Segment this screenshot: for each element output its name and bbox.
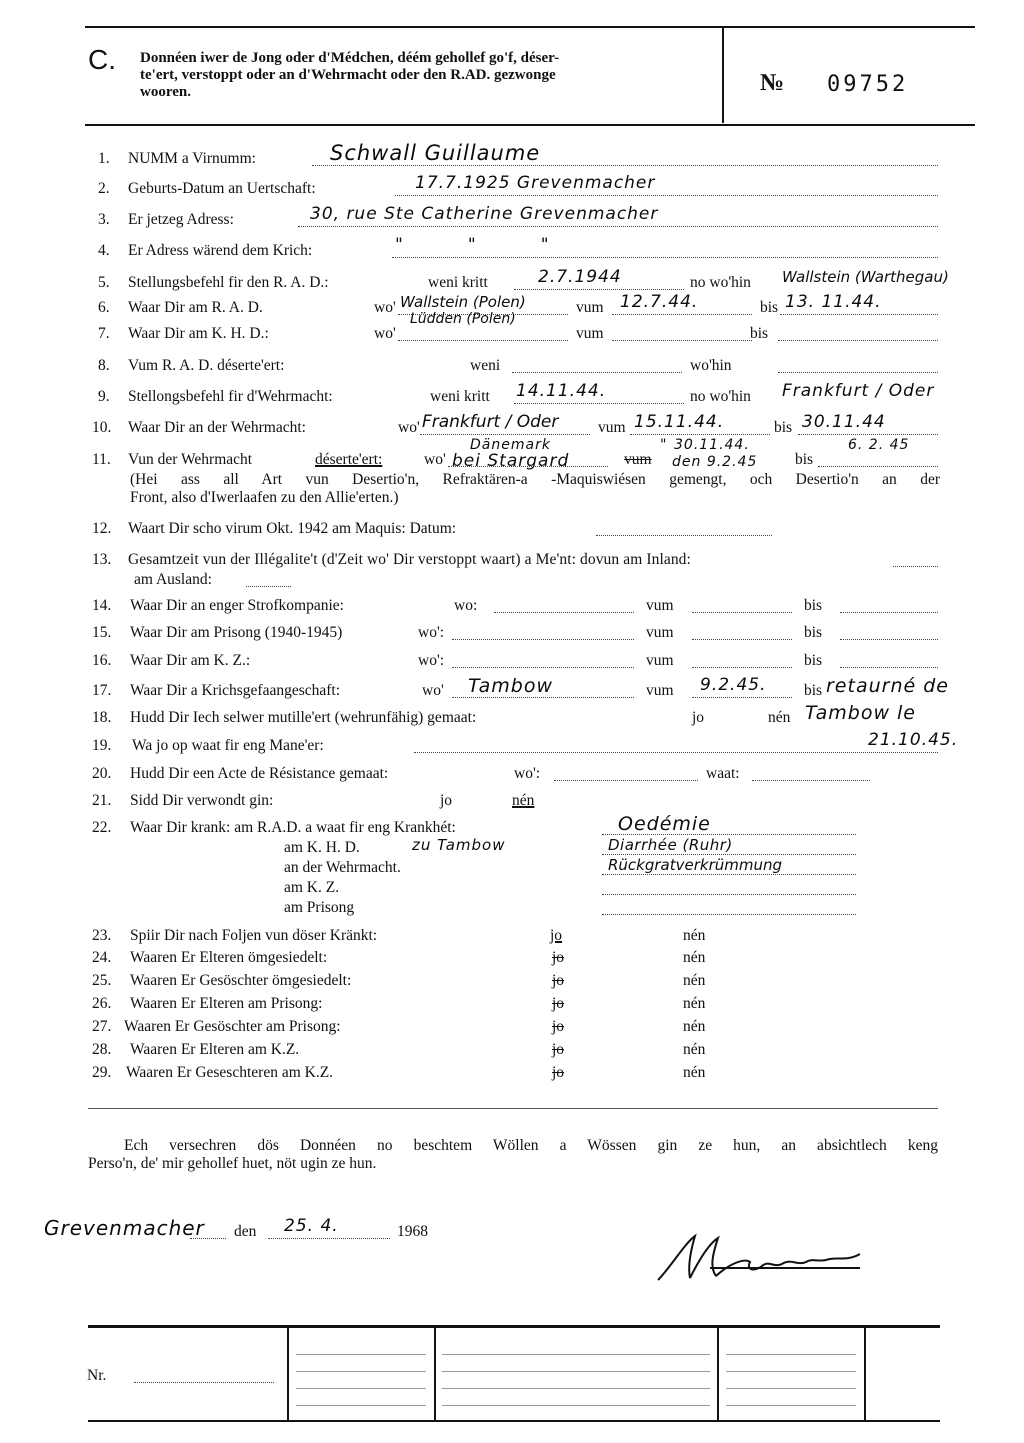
- row-12: [0, 519, 1024, 541]
- field-label-underlined: déserte'ert:: [315, 451, 383, 468]
- dotted-line: [778, 360, 938, 373]
- row-number: 15.: [92, 624, 112, 641]
- birth-value[interactable]: 17.7.1925 Grevenmacher: [415, 173, 656, 193]
- row-4: [0, 235, 1024, 263]
- row-number: 5.: [98, 274, 110, 291]
- row-22-wehrmacht: [0, 858, 1024, 880]
- field-label: Waaren Er Gesöschter am Prisong:: [124, 1018, 341, 1035]
- field-label: Er jetzeg Adress:: [128, 211, 234, 228]
- row-9: [0, 381, 1024, 409]
- field-label: vum: [646, 652, 674, 669]
- option-jo-struck[interactable]: jo: [552, 1018, 565, 1035]
- field-label: wo': [424, 451, 446, 468]
- illness-value[interactable]: Rückgratverkrümmung: [608, 856, 783, 874]
- field-label: den: [234, 1223, 257, 1240]
- field-label: vum: [646, 597, 674, 614]
- row-number: 19.: [92, 737, 112, 754]
- field-label: Geburts-Datum an Uertschaft:: [128, 180, 316, 197]
- dotted-line: [494, 600, 634, 613]
- field-label: bis: [804, 652, 823, 669]
- row-number: 24.: [92, 949, 112, 966]
- option-nen[interactable]: nén: [683, 949, 706, 966]
- row-number: 10.: [92, 419, 112, 436]
- row-20: [0, 764, 1024, 786]
- note-line: Front, also d'Iwerlaafen zu den Allie'erten.): [130, 489, 399, 506]
- field-label: vum: [576, 299, 604, 316]
- row-number: 1.: [98, 150, 110, 167]
- row-11: [0, 437, 1024, 472]
- field-label: Waar Dir am K. H. D.:: [128, 325, 269, 342]
- option-jo[interactable]: jo: [440, 792, 453, 809]
- row-8: [0, 356, 1024, 378]
- row-number: 8.: [98, 357, 110, 374]
- row-number: 12.: [92, 520, 112, 537]
- dotted-line: [840, 627, 938, 640]
- row-27: [0, 1017, 1024, 1039]
- field-label: Waaren Er Geseschteren am K.Z.: [126, 1064, 334, 1081]
- row-29: [0, 1063, 1024, 1085]
- field-label: am K. Z.: [284, 879, 340, 896]
- field-label: Hudd Dir een Acte de Résistance gemaat:: [130, 765, 389, 782]
- row-number: 26.: [92, 995, 112, 1012]
- row-13: [0, 550, 1024, 572]
- row-17: [0, 675, 1024, 703]
- row-number: 20.: [92, 765, 112, 782]
- wehrmacht-from[interactable]: 15.11.44.: [634, 412, 725, 432]
- divider: [88, 1108, 938, 1109]
- khd-note[interactable]: zu Tambow: [412, 836, 506, 854]
- captivity-to[interactable]: retaurné de: [826, 675, 949, 697]
- option-nen[interactable]: nén: [683, 1064, 706, 1081]
- dotted-line: [596, 523, 772, 536]
- row-1: [0, 141, 1024, 171]
- field-label: bis: [750, 325, 769, 342]
- nr-label: Nr.: [87, 1367, 107, 1384]
- field-label: Waaren Er Elteren am Prisong:: [130, 995, 323, 1012]
- option-jo-struck[interactable]: jo: [552, 1064, 565, 1081]
- dotted-line: [190, 1226, 226, 1239]
- row-number: 6.: [98, 299, 110, 316]
- title-line: te'ert, verstoppt oder an d'Wehrmacht oder den R.AD. gezwonge: [140, 67, 556, 83]
- dotted-line: [602, 902, 856, 915]
- row-number: 2.: [98, 180, 110, 197]
- field-label: bis: [804, 624, 823, 641]
- footer-cell-lines: [442, 1338, 710, 1414]
- field-label: Waar Dir a Krichsgefaangeschaft:: [130, 682, 341, 699]
- field-label: am Prisong: [284, 899, 355, 916]
- name-value[interactable]: Schwall Guillaume: [330, 141, 541, 165]
- field-label: Vun der Wehrmacht: [128, 451, 253, 468]
- row-number: 27.: [92, 1018, 112, 1035]
- field-label: NUMM a Virnumm:: [128, 150, 256, 167]
- field-label: Waar Dir an der Wehrmacht:: [128, 419, 306, 436]
- return-date[interactable]: 21.10.45.: [868, 730, 959, 750]
- khd-place[interactable]: Lüdden (Polen): [410, 311, 516, 327]
- field-label: wo': [374, 325, 396, 342]
- dotted-line: [692, 600, 792, 613]
- captivity-note[interactable]: Tambow le: [805, 702, 916, 724]
- declaration-line: Ech versechren dös Donnéen no beschtem Wöllen a Wössen gin ze hun, an absichtlech keng: [124, 1137, 938, 1154]
- captivity-from[interactable]: 9.2.45.: [700, 675, 767, 695]
- field-label: no wo'hin: [690, 388, 751, 405]
- wehrmacht-to[interactable]: 30.11.44: [802, 412, 886, 432]
- row-22: [0, 813, 1024, 840]
- field-label: Waaren Er Elteren am K.Z.: [130, 1041, 300, 1058]
- declaration-line: Perso'n, de' mir gehollef huet, nöt ugin ze hun.: [88, 1155, 377, 1172]
- row-26: [0, 994, 1024, 1016]
- section-letter: C.: [88, 44, 116, 75]
- header-divider: [722, 28, 724, 123]
- field-label: Waaren Er Gesöschter ömgesiedelt:: [130, 972, 352, 989]
- dotted-line: [612, 328, 752, 341]
- row-number: 17.: [92, 682, 112, 699]
- row-number: 18.: [92, 709, 112, 726]
- row-number: 29.: [92, 1064, 112, 1081]
- option-jo-struck[interactable]: jo: [552, 949, 565, 966]
- row-number: 16.: [92, 652, 112, 669]
- field-label: Wa jo op waat fir eng Mane'er:: [132, 737, 324, 754]
- row-number: 9.: [98, 388, 110, 405]
- captivity-place[interactable]: Tambow: [468, 675, 553, 697]
- row-22-kz: [0, 878, 1024, 900]
- desertion-place-above[interactable]: Dänemark: [470, 437, 551, 453]
- field-label: am K. H. D.: [284, 839, 360, 856]
- row-15: [0, 623, 1024, 645]
- rad-order-place[interactable]: Wallstein (Warthegau): [782, 268, 949, 286]
- option-nen[interactable]: nén: [768, 709, 791, 726]
- field-label: wo:: [454, 597, 478, 614]
- dotted-line: [840, 655, 938, 668]
- field-label: Spiir Dir nach Foljen vun döser Kränkt:: [130, 927, 378, 944]
- dotted-line: [602, 882, 856, 895]
- rad-place[interactable]: Wallstein (Polen): [400, 293, 526, 311]
- ditto-mark: ": [660, 437, 668, 453]
- title-line: wooren.: [140, 84, 191, 100]
- field-label: Stellungsbefehl fir den R. A. D.:: [128, 274, 329, 291]
- field-label: vum: [576, 325, 604, 342]
- field-label: Hudd Dir Iech selwer mutille'ert (wehrunfähig) gemaat:: [130, 709, 477, 726]
- row-22-prisong: [0, 898, 1024, 920]
- header-rule: [85, 124, 975, 126]
- desertion-date[interactable]: den 9.2.45: [672, 454, 758, 470]
- rad-order-date[interactable]: 2.7.1944: [538, 267, 622, 287]
- field-label: vum: [598, 419, 626, 436]
- field-label: wo':: [418, 624, 445, 641]
- field-label: bis: [774, 419, 793, 436]
- form-number: 09752: [827, 72, 909, 97]
- row-number: 28.: [92, 1041, 112, 1058]
- field-label: wo'hin: [690, 357, 732, 374]
- row-3: [0, 204, 1024, 232]
- dotted-line: [818, 454, 938, 467]
- signature: [650, 1228, 890, 1288]
- row-number: 7.: [98, 325, 110, 342]
- dotted-line: [134, 1370, 274, 1383]
- dotted-line: [398, 328, 568, 341]
- address-value[interactable]: 30, rue Ste Catherine Grevenmacher: [310, 204, 659, 224]
- dotted-line: [452, 627, 634, 640]
- row-number: 13.: [92, 551, 112, 568]
- desertion-from-above[interactable]: 30.11.44.: [674, 437, 750, 453]
- row-16: [0, 651, 1024, 673]
- illness-value[interactable]: Oedémie: [618, 813, 711, 835]
- field-label: bis: [760, 299, 779, 316]
- wehrmacht-place[interactable]: Frankfurt / Oder: [422, 412, 559, 432]
- field-label: Waar Dir an enger Strofkompanie:: [130, 597, 344, 614]
- field-label: Stellongsbefehl fir d'Wehrmacht:: [128, 388, 333, 405]
- field-label: wo': [422, 682, 444, 699]
- illness-value[interactable]: Diarrhée (Ruhr): [608, 836, 733, 854]
- option-jo-struck[interactable]: jo: [552, 1041, 565, 1058]
- option-nen[interactable]: nén: [683, 927, 706, 944]
- field-label: am Ausland:: [134, 571, 212, 588]
- row-number: 14.: [92, 597, 112, 614]
- field-label: bis: [804, 682, 823, 699]
- option-nen[interactable]: nén: [683, 995, 706, 1012]
- field-label: no wo'hin: [690, 274, 751, 291]
- dotted-line: [512, 360, 682, 373]
- row-13b: [0, 570, 1024, 592]
- signing-year: 1968: [397, 1223, 428, 1240]
- row-number: 3.: [98, 211, 110, 228]
- field-label: weni kritt: [428, 274, 488, 291]
- option-nen[interactable]: nén: [683, 1018, 706, 1035]
- row-2: [0, 173, 1024, 201]
- row-number: 25.: [92, 972, 112, 989]
- row-number: 4.: [98, 242, 110, 259]
- field-label: wo': [374, 299, 396, 316]
- row-number: 11.: [92, 451, 111, 468]
- row-number: 23.: [92, 927, 112, 944]
- wehrmacht-order-date[interactable]: 14.11.44.: [516, 381, 607, 401]
- dotted-line: [452, 655, 634, 668]
- dotted-line: [840, 600, 938, 613]
- number-label: №: [760, 70, 785, 96]
- field-label: vum: [646, 682, 674, 699]
- row-11-note: [130, 471, 940, 507]
- field-label: Sidd Dir verwondt gin:: [130, 792, 274, 809]
- row-7: [0, 311, 1024, 346]
- option-nen-selected[interactable]: nén: [512, 792, 535, 809]
- row-24: [0, 948, 1024, 970]
- declaration: [88, 1137, 938, 1173]
- footer-top-rule: [88, 1325, 940, 1328]
- desertion-place[interactable]: bei Stargard: [452, 451, 570, 471]
- dotted-line: [414, 740, 938, 753]
- field-label: Waart Dir scho virum Okt. 1942 am Maquis: Datum:: [128, 520, 457, 537]
- top-rule: [85, 26, 975, 28]
- row-23: [0, 926, 1024, 948]
- row-22-khd: [0, 838, 1024, 860]
- dotted-line: [893, 554, 938, 567]
- field-label: Waar Dir am K. Z.:: [130, 652, 251, 669]
- dotted-line: [554, 768, 698, 781]
- field-label: wo':: [418, 652, 445, 669]
- wehrmacht-order-place[interactable]: Frankfurt / Oder: [782, 381, 935, 401]
- field-label: Gesamtzeit vun der Illégalite't (d'Zeit wo' Dir verstoppt waart) a Me'nt: dovun am Inland:: [128, 551, 691, 568]
- footer-cell-lines: [296, 1338, 426, 1414]
- row-19: [0, 730, 1024, 758]
- field-label: waat:: [706, 765, 740, 782]
- dotted-line: [246, 574, 291, 587]
- signing-place[interactable]: Grevenmacher: [44, 1216, 205, 1240]
- row-18: [0, 702, 1024, 730]
- option-nen[interactable]: nén: [683, 1041, 706, 1058]
- row-25: [0, 971, 1024, 993]
- field-label: Waar Dir am Prisong (1940-1945): [130, 624, 343, 641]
- dotted-line: [692, 655, 792, 668]
- dotted-line: [692, 627, 792, 640]
- dotted-line: [752, 768, 870, 781]
- row-21: [0, 791, 1024, 813]
- field-label: Waar Dir am R. A. D.: [128, 299, 263, 316]
- desertion-to-above[interactable]: 6. 2. 45: [848, 437, 910, 453]
- option-jo-struck[interactable]: jo: [552, 995, 565, 1012]
- field-label: wo':: [514, 765, 541, 782]
- row-14: [0, 596, 1024, 618]
- field-label: bis: [804, 597, 823, 614]
- footer-bottom-rule: [88, 1420, 940, 1422]
- rad-from[interactable]: 12.7.44.: [620, 292, 699, 312]
- dotted-line: [778, 328, 938, 341]
- field-label-struck: vum: [624, 451, 652, 468]
- field-label: wo': [398, 419, 420, 436]
- field-label: bis: [795, 451, 814, 468]
- option-jo[interactable]: jo: [692, 709, 705, 726]
- field-label: Er Adress wärend dem Krich:: [128, 242, 313, 259]
- field-label: weni: [470, 357, 501, 374]
- war-address-value[interactable]: " " ": [395, 235, 550, 255]
- row-28: [0, 1040, 1024, 1062]
- option-jo-selected[interactable]: jo: [550, 927, 563, 944]
- field-label: Waar Dir krank: am R.A.D. a waat fir eng Krankhét:: [130, 819, 456, 836]
- field-label: weni kritt: [430, 388, 490, 405]
- field-label: Vum R. A. D. déserte'ert:: [128, 357, 285, 374]
- field-label: vum: [646, 624, 674, 641]
- field-label: an der Wehrmacht.: [284, 859, 401, 876]
- field-label: Waaren Er Elteren ömgesiedelt:: [130, 949, 328, 966]
- rad-to[interactable]: 13. 11.44.: [785, 292, 882, 312]
- row-number: 21.: [92, 792, 112, 809]
- note-line: (Hei ass all Art vun Desertio'n, Refraktären-a -Maquiswiésen gemengt, och Desertio'n an der: [130, 471, 940, 488]
- footer-cell-lines: [726, 1338, 856, 1414]
- section-title: [140, 50, 559, 101]
- title-line: Donnéen iwer de Jong oder d'Médchen, déém gehollef go'f, déser-: [140, 50, 560, 66]
- option-jo-struck[interactable]: jo: [552, 972, 565, 989]
- row-number: 22.: [92, 819, 112, 836]
- option-nen[interactable]: nén: [683, 972, 706, 989]
- signing-date[interactable]: 25. 4.: [284, 1216, 339, 1236]
